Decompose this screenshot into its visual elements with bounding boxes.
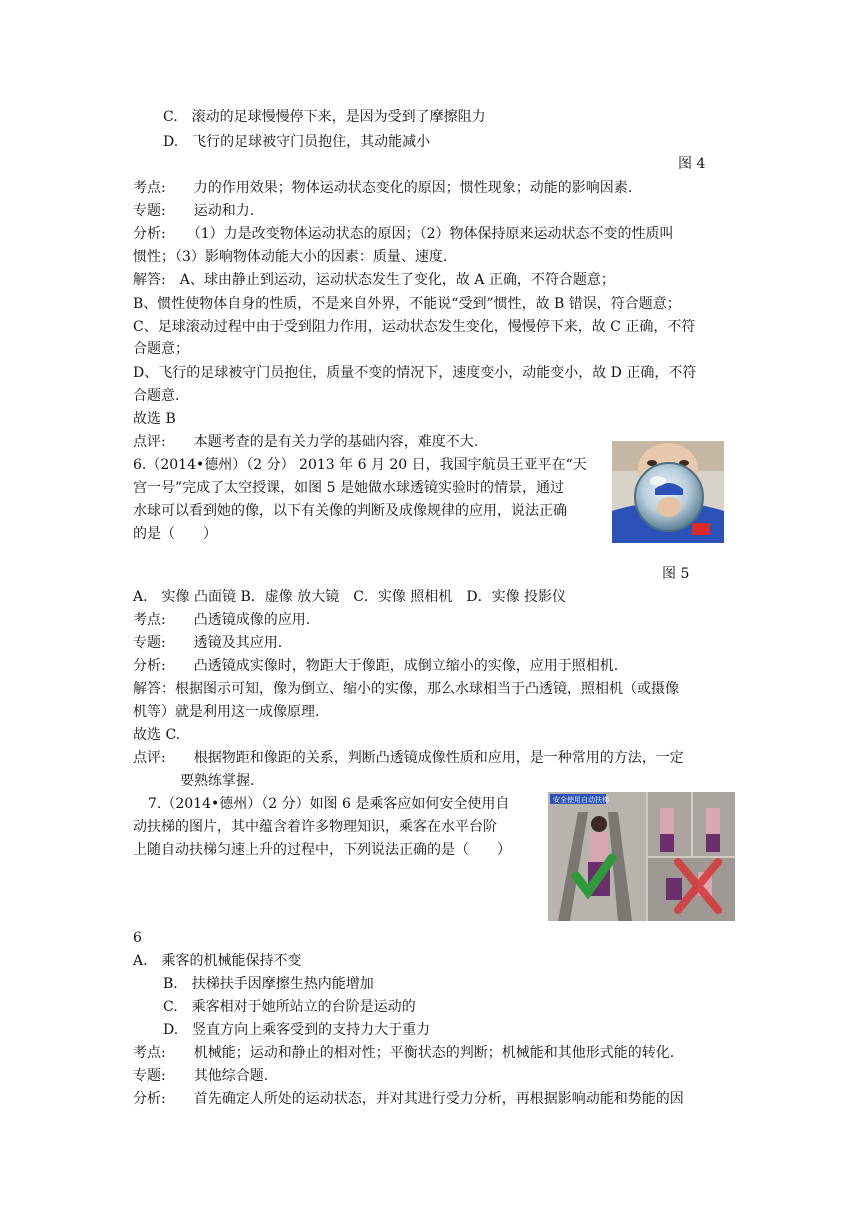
- fenxi-6: 分析: 凸透镜成实像时，物距大于像距，成倒立缩小的实像，应用于照相机.: [133, 658, 619, 674]
- option-d: D. 飞行的足球被守门员抱住，其动能减小: [163, 134, 431, 150]
- jieda-5: 解答: A、球由静止到运动，运动状态发生了变化，故 A 正确，不符合题意；: [133, 272, 615, 288]
- jieda-5-c-cont: 合题意；: [133, 341, 189, 357]
- question-6-line2: 宫一号”完成了太空授课，如图 5 是她做水球透镜实验时的情景，通过: [133, 480, 564, 496]
- jieda-6-cont: 机等）就是利用这一成像原理.: [133, 704, 320, 720]
- zhuanti-5: 专题: 运动和力.: [133, 203, 255, 219]
- escalator-photo-icon: [548, 792, 735, 921]
- zhuanti-7: 专题: 其他综合题.: [133, 1068, 269, 1084]
- question-7-option-d: D. 竖直方向上乘客受到的支持力大于重力: [163, 1022, 431, 1038]
- question-7-line2: 动扶梯的图片，其中蕴含着许多物理知识，乘客在水平台阶: [133, 819, 497, 835]
- dianping-6-cont: 要熟练掌握.: [180, 773, 255, 789]
- question-6-options: A. 实像 凸面镜 B．虚像 放大镜 C．实像 照相机 D．实像 投影仪: [133, 589, 567, 605]
- answer-5: 故选 B: [133, 411, 176, 427]
- jieda-5-d-cont: 合题意.: [133, 388, 180, 404]
- kaodian-6: 考点: 凸透镜成像的应用.: [133, 612, 311, 628]
- question-7-line1: 7.（2014•德州）（2 分）如图 6 是乘客应如何安全使用自: [148, 796, 510, 812]
- waterball-photo-icon: [612, 441, 724, 543]
- figure-4-caption: 图 4: [678, 156, 706, 172]
- figure-5-image: [612, 441, 724, 543]
- jieda-6: 解答：根据图示可知，像为倒立、缩小的实像，那么水球相当于凸透镜，照相机（或摄像: [133, 681, 679, 697]
- jieda-5-b: B、惯性使物体自身的性质，不是来自外界，不能说“受到”惯性，故 B 错误，符合题意；: [133, 296, 681, 312]
- question-6-line1: 6.（2014•德州）（2 分） 2013 年 6 月 20 日，我国宇航员王亚平在“天: [133, 457, 587, 473]
- fenxi-5-cont: 惯性；（3）影响物体动能大小的因素：质量、速度.: [133, 249, 448, 265]
- question-6-line4: 的是（ ）: [133, 526, 217, 542]
- question-7-line3: 上随自动扶梯匀速上升的过程中，下列说法正确的是（ ）: [133, 842, 511, 858]
- figure-6-caption: 6: [133, 930, 142, 946]
- answer-6: 故选 C.: [133, 727, 181, 743]
- dianping-6: 点评: 根据物距和像距的关系，判断凸透镜成像性质和应用，是一种常用的方法，一定: [133, 750, 684, 766]
- escalator-banner-text: 安全使用自动扶梯: [553, 796, 609, 804]
- option-c: C. 滚动的足球慢慢停下来，是因为受到了摩擦阻力: [163, 109, 486, 125]
- dianping-5: 点评: 本题考查的是有关力学的基础内容，难度不大.: [133, 434, 479, 450]
- kaodian-5: 考点: 力的作用效果；物体运动状态变化的原因；惯性现象；动能的影响因素.: [133, 180, 633, 196]
- fenxi-7: 分析: 首先确定人所处的运动状态，并对其进行受力分析，再根据影响动能和势能的因: [133, 1091, 684, 1107]
- kaodian-7: 考点: 机械能；运动和静止的相对性；平衡状态的判断；机械能和其他形式能的转化.: [133, 1045, 675, 1061]
- question-7-option-a: A. 乘客的机械能保持不变: [133, 953, 302, 969]
- question-7-option-b: B. 扶梯扶手因摩擦生热内能增加: [163, 976, 374, 992]
- question-6-line3: 水球可以看到她的像，以下有关像的判断及成像规律的应用，说法正确: [133, 503, 567, 519]
- jieda-5-d: D、飞行的足球被守门员抱住，质量不变的情况下，速度变小，动能变小，故 D 正确，不符: [133, 365, 697, 381]
- fenxi-5: 分析: （1）力是改变物体运动状态的原因；（2）物体保持原来运动状态不变的性质叫: [133, 226, 674, 242]
- question-7-option-c: C. 乘客相对于她所站立的台阶是运动的: [163, 999, 416, 1015]
- zhuanti-6: 专题: 透镜及其应用.: [133, 635, 283, 651]
- figure-6-image: [548, 792, 735, 921]
- figure-5-caption: 图 5: [662, 566, 690, 582]
- jieda-5-c: C、足球滚动过程中由于受到阻力作用，运动状态发生变化，慢慢停下来，故 C 正确，不符: [133, 319, 696, 335]
